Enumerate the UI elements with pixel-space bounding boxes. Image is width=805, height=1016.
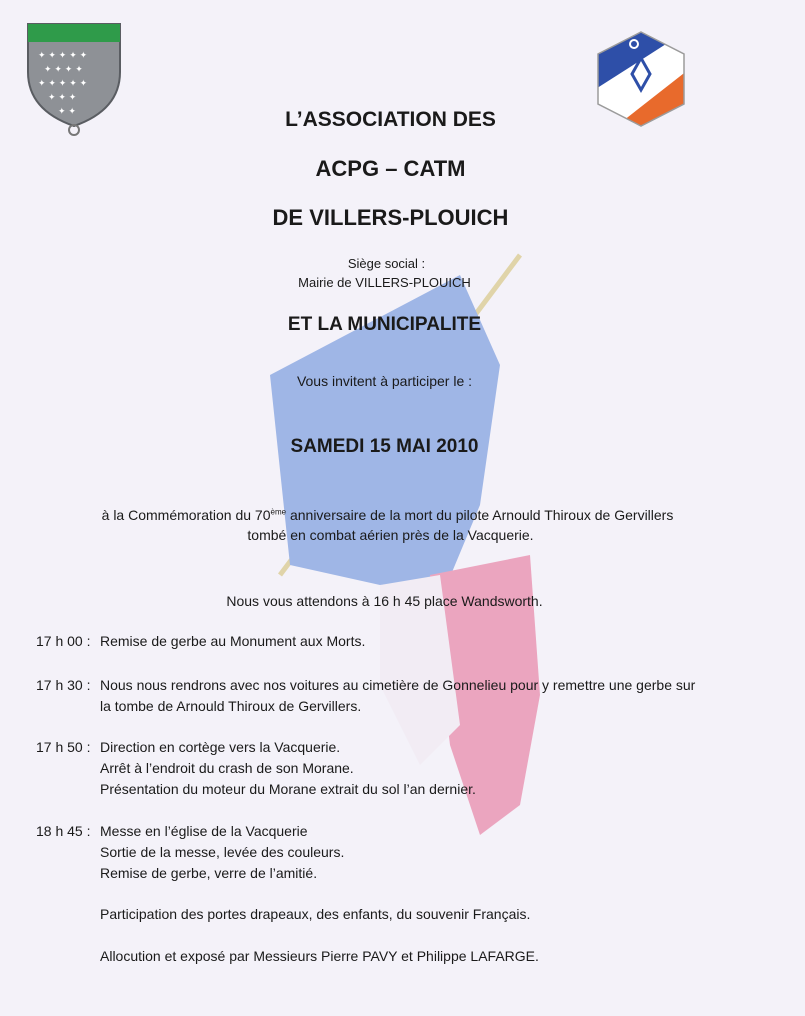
schedule-item bbox=[36, 737, 796, 800]
commemoration-sup: ème bbox=[270, 507, 287, 517]
schedule-time: 17 h 30 : bbox=[36, 677, 91, 693]
allocution-note: Allocution et exposé par Messieurs Pierre PAVY et Philippe LAFARGE. bbox=[100, 948, 539, 964]
invite-text: Vous invitent à participer le : bbox=[296, 373, 473, 389]
participation-note: Participation des portes drapeaux, des enfants, du souvenir Français. bbox=[100, 906, 531, 922]
schedule-line: Présentation du moteur du Morane extrait du sol l’an dernier. bbox=[100, 781, 476, 797]
commemoration-after: anniversaire de la mort du pilote Arnould Thiroux de Gervillers bbox=[286, 507, 674, 523]
schedule-line: Remise de gerbe, verre de l’amitié. bbox=[100, 865, 318, 881]
commemoration-line-2: tombé en combat aérien près de la Vacquerie. bbox=[247, 527, 534, 543]
commemoration-before: à la Commémoration du 70 bbox=[101, 507, 271, 523]
svg-text:✦ ✦ ✦: ✦ ✦ ✦ bbox=[48, 93, 77, 103]
schedule-text: Remise de gerbe au Monument aux Morts. bbox=[100, 633, 366, 649]
commemoration-line-1 bbox=[0, 507, 790, 523]
schedule-line bbox=[36, 631, 796, 652]
schedule-line bbox=[36, 737, 796, 758]
schedule-line: Sortie de la messe, levée des couleurs. bbox=[100, 844, 345, 860]
schedule-time: 17 h 50 : bbox=[36, 739, 91, 755]
svg-text:✦ ✦ ✦ ✦ ✦: ✦ ✦ ✦ ✦ ✦ bbox=[38, 51, 88, 61]
municipalite-heading: ET LA MUNICIPALITE bbox=[287, 314, 482, 335]
siege-label: Siège social : bbox=[347, 256, 426, 271]
schedule-item bbox=[36, 821, 796, 884]
schedule-time: 17 h 00 : bbox=[36, 633, 91, 649]
event-date: SAMEDI 15 MAI 2010 bbox=[290, 436, 479, 457]
schedule-item bbox=[36, 631, 796, 652]
svg-text:✦ ✦ ✦ ✦ ✦: ✦ ✦ ✦ ✦ ✦ bbox=[38, 79, 88, 89]
association-acronym: ACPG – CATM bbox=[315, 156, 466, 181]
schedule-text: Nous nous rendrons avec nos voitures au cimetière de Gonnelieu pour y remettre une gerbe sur bbox=[100, 677, 696, 693]
schedule-text: Messe en l’église de la Vacquerie bbox=[100, 823, 308, 839]
association-town: DE VILLERS-PLOUICH bbox=[272, 205, 509, 230]
schedule-text: Direction en cortège vers la Vacquerie. bbox=[100, 739, 341, 755]
schedule-time: 18 h 45 : bbox=[36, 823, 91, 839]
siege-address: Mairie de VILLERS-PLOUICH bbox=[298, 275, 471, 290]
schedule-item bbox=[36, 675, 796, 717]
schedule-line: la tombe de Arnould Thiroux de Gervillers. bbox=[100, 698, 362, 714]
schedule-line bbox=[36, 821, 796, 842]
svg-text:✦ ✦: ✦ ✦ bbox=[58, 107, 76, 117]
svg-text:✦ ✦ ✦ ✦: ✦ ✦ ✦ ✦ bbox=[44, 65, 83, 75]
schedule-line: Arrêt à l’endroit du crash de son Morane. bbox=[100, 760, 354, 776]
schedule-line bbox=[36, 675, 796, 696]
meeting-point: Nous vous attendons à 16 h 45 place Wandsworth. bbox=[226, 593, 543, 609]
association-title: L’ASSOCIATION DES bbox=[285, 108, 496, 131]
